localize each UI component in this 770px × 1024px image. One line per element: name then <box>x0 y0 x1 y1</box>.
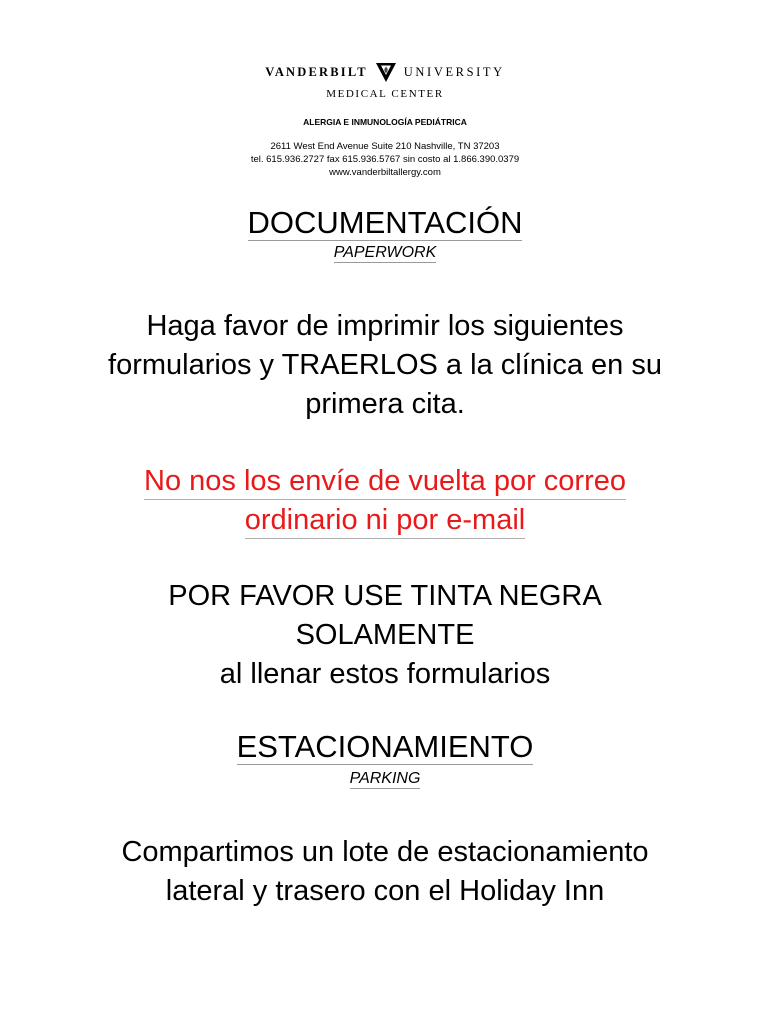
parking-subheading-block <box>0 770 770 789</box>
phone-numbers: tel. 615.936.2727 fax 615.936.5767 sin costo al 1.866.390.0379 <box>250 154 520 165</box>
paperwork-subheading-block <box>0 244 770 263</box>
warning-line: ordinario ni por e-mail <box>245 502 525 539</box>
instructions-line: Haga favor de imprimir los siguientes <box>146 310 624 342</box>
department-name: ALERGIA E INMUNOLOGÍA PEDIÁTRICA <box>303 117 467 127</box>
logo-brand-left: VANDERBILT <box>265 64 368 79</box>
parking-line: Compartimos un lote de estacionamiento <box>121 836 649 868</box>
letterhead-logo <box>0 60 770 100</box>
website-link[interactable]: www.vanderbiltallergy.com <box>329 167 441 178</box>
ink-instructions <box>0 577 770 694</box>
mail-warning <box>0 462 770 540</box>
parking-heading-block <box>0 730 770 765</box>
street-address: 2611 West End Avenue Suite 210 Nashville, TN 37203 <box>270 141 500 152</box>
logo-subtitle: MEDICAL CENTER <box>326 88 444 100</box>
warning-line: No nos los envíe de vuelta por correo <box>144 463 626 500</box>
paperwork-subheading: PAPERWORK <box>333 244 437 261</box>
vanderbilt-v-oak-leaf-icon <box>374 60 398 84</box>
parking-subheading: PARKING <box>349 770 421 787</box>
logo-wordmark <box>265 60 505 84</box>
ink-line: SOLAMENTE <box>295 619 475 651</box>
parking-heading: ESTACIONAMIENTO <box>236 729 534 764</box>
print-instructions <box>0 307 770 424</box>
ink-line: POR FAVOR USE TINTA NEGRA <box>168 580 602 612</box>
contact-block <box>0 140 770 179</box>
ink-line: al llenar estos formularios <box>219 658 551 690</box>
parking-info <box>0 833 770 911</box>
paperwork-heading: DOCUMENTACIÓN <box>247 205 523 240</box>
instructions-line: formularios y TRAERLOS a la clínica en su <box>108 349 662 381</box>
parking-line: lateral y trasero con el Holiday Inn <box>165 875 605 907</box>
logo-brand-right: UNIVERSITY <box>403 64 505 79</box>
paperwork-heading-block <box>0 206 770 241</box>
instructions-line: primera cita. <box>305 388 465 420</box>
